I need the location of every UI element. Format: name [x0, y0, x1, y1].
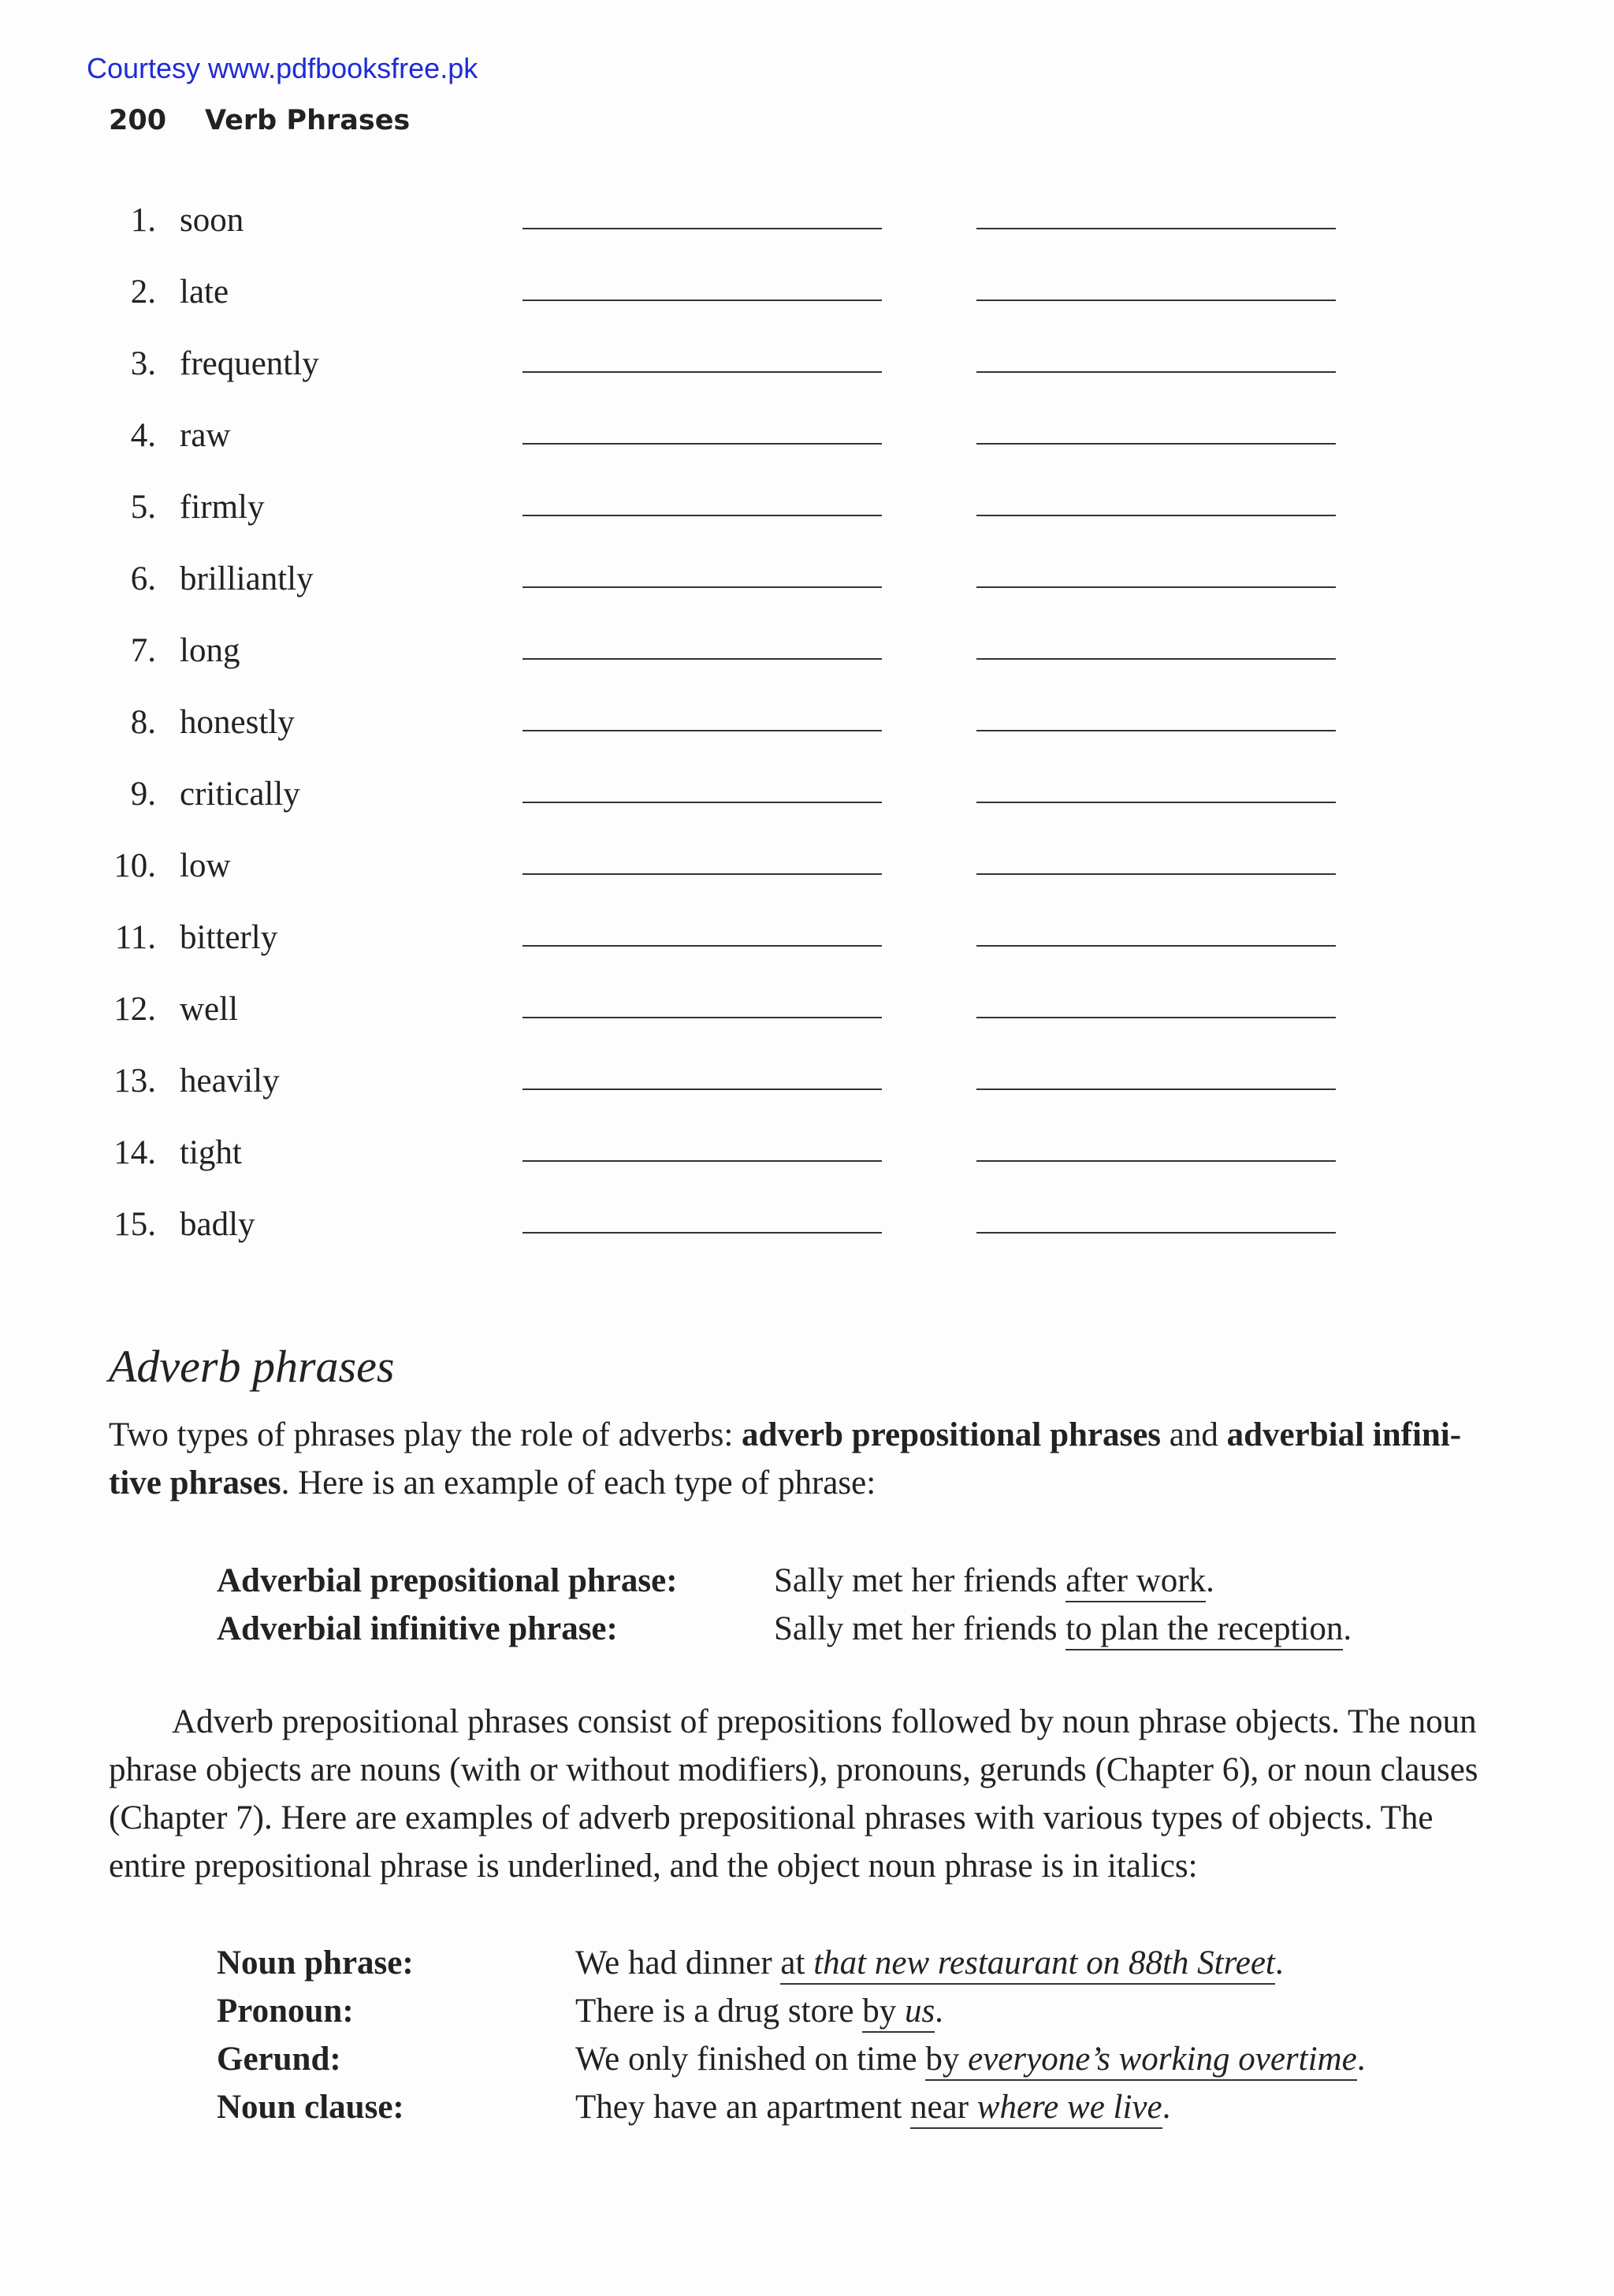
example-label: Pronoun: — [217, 1993, 354, 2030]
answer-blank[interactable] — [523, 1160, 882, 1162]
answer-blank[interactable] — [523, 873, 882, 875]
exercise-number: 6. — [130, 560, 156, 597]
object-noun-phrase: everyone’s working overtime — [968, 2041, 1357, 2078]
chapter-title: Verb Phrases — [205, 105, 411, 136]
exercise-row — [0, 410, 1614, 482]
exercise-word: well — [180, 991, 239, 1028]
exercise-row — [0, 768, 1614, 840]
answer-blank[interactable] — [976, 1232, 1336, 1234]
exercise-word: frequently — [180, 345, 319, 382]
courtesy-link[interactable]: Courtesy www.pdfbooksfree.pk — [87, 52, 478, 84]
running-header — [109, 105, 410, 136]
sentence-end: . — [1356, 2041, 1366, 2078]
sentence-end: . — [1274, 1944, 1284, 1982]
exercise-row — [0, 1055, 1614, 1127]
intro-text-1: Two types of phrases play the role of adverbs: — [109, 1416, 742, 1453]
preposition: near — [910, 2089, 977, 2126]
exercise-number: 9. — [130, 776, 156, 813]
intro-text-2: and — [1161, 1416, 1227, 1453]
underlined-phrase: to plan the reception — [1065, 1610, 1343, 1650]
sentence-text: We had dinner — [575, 1944, 781, 1982]
sentence-text: Sally met her friends — [774, 1562, 1066, 1599]
sentence-end: . — [1206, 1562, 1214, 1599]
exercise-number: 14. — [113, 1134, 156, 1171]
answer-blank[interactable] — [523, 300, 882, 301]
example-sentence — [774, 1605, 1352, 1653]
exercise-number: 11. — [114, 919, 156, 956]
answer-blank[interactable] — [976, 443, 1336, 445]
exercise-number: 3. — [130, 345, 156, 382]
exercise-number: 4. — [130, 417, 156, 454]
answer-blank[interactable] — [976, 873, 1336, 875]
answer-blank[interactable] — [976, 802, 1336, 803]
exercise-word: brilliantly — [180, 560, 314, 597]
example-sentence — [575, 1987, 943, 2035]
answer-blank[interactable] — [523, 1017, 882, 1018]
sentence-text: They have an apartment — [575, 2089, 911, 2126]
answer-blank[interactable] — [976, 371, 1336, 373]
answer-blank[interactable] — [523, 371, 882, 373]
exercise-number: 10. — [113, 847, 156, 884]
object-noun-phrase: where we live — [976, 2089, 1162, 2126]
term-adverb-prepositional: adverb prepositional phrases — [742, 1416, 1162, 1453]
prepositional-phrase — [862, 1993, 935, 2033]
answer-blank[interactable] — [523, 730, 882, 731]
exercise-word: firmly — [180, 489, 265, 526]
exercise-number: 7. — [130, 632, 156, 669]
prepositional-phrase — [780, 1944, 1274, 1985]
exercise-row — [0, 625, 1614, 697]
underlined-phrase: after work — [1065, 1562, 1206, 1602]
exercise-number: 12. — [113, 991, 156, 1028]
sentence-text: We only finished on time — [575, 2041, 926, 2078]
term-adverbial-infinitive: adverbial infini-tive phrases — [109, 1416, 1462, 1502]
page-number: 200 — [109, 105, 167, 136]
example-label: Noun phrase: — [217, 1944, 414, 1982]
exercise-number: 5. — [130, 489, 156, 526]
answer-blank[interactable] — [976, 1088, 1336, 1090]
exercise-number: 2. — [130, 274, 156, 311]
example-label: Adverbial prepositional phrase: — [217, 1562, 678, 1599]
exercise-row — [0, 195, 1614, 266]
object-noun-phrase: that new restaurant on 88th Street — [813, 1944, 1275, 1982]
object-noun-phrase: us — [904, 1993, 935, 2030]
example-label: Noun clause: — [217, 2089, 404, 2126]
exercise-number: 1. — [130, 202, 156, 239]
answer-blank[interactable] — [976, 730, 1336, 731]
exercise-word: raw — [180, 417, 231, 454]
exercise-word: low — [180, 847, 231, 884]
exercise-row — [0, 840, 1614, 912]
exercise-row — [0, 697, 1614, 768]
answer-blank[interactable] — [523, 945, 882, 947]
exercise-word: badly — [180, 1206, 255, 1243]
answer-blank[interactable] — [523, 586, 882, 588]
example-label: Gerund: — [217, 2041, 341, 2078]
sentence-text: There is a drug store — [575, 1993, 863, 2030]
exercise-word: long — [180, 632, 240, 669]
exercise-word: bitterly — [180, 919, 278, 956]
answer-blank[interactable] — [523, 443, 882, 445]
preposition: by — [862, 1993, 905, 2030]
preposition: by — [925, 2041, 969, 2078]
answer-blank[interactable] — [976, 1017, 1336, 1018]
answer-blank[interactable] — [976, 300, 1336, 301]
sentence-text: Sally met her friends — [774, 1610, 1066, 1647]
sentence-end: . — [1162, 2089, 1171, 2126]
prepositional-phrase — [925, 2041, 1356, 2081]
exercise-number: 8. — [130, 704, 156, 741]
prepositional-phrase — [910, 2089, 1162, 2129]
exercise-word: critically — [180, 776, 300, 813]
exercise-row — [0, 912, 1614, 984]
exercise-row — [0, 1199, 1614, 1271]
answer-blank[interactable] — [976, 586, 1336, 588]
section-title: Adverb phrases — [109, 1341, 395, 1392]
exercise-word: tight — [180, 1134, 242, 1171]
exercise-row — [0, 553, 1614, 625]
exercise-word: soon — [180, 202, 244, 239]
answer-blank[interactable] — [976, 1160, 1336, 1162]
preposition: at — [780, 1944, 814, 1982]
answer-blank[interactable] — [523, 802, 882, 803]
exercise-word: heavily — [180, 1062, 280, 1100]
sentence-end: . — [935, 1993, 943, 2030]
intro-paragraph — [109, 1411, 1512, 1507]
example-sentence — [774, 1557, 1214, 1605]
intro-text-3: . Here is an example of each type of phrase: — [281, 1464, 876, 1502]
answer-blank[interactable] — [523, 1088, 882, 1090]
answer-blank[interactable] — [523, 228, 882, 229]
example-sentence — [575, 2035, 1365, 2083]
explanation-paragraph: Adverb prepositional phrases consist of prepositions followed by noun phrase objects. The noun phrase objects are nouns (with or without modifiers), pronouns, gerunds (Chapter 6), or noun clauses (Chapter 7). Here are examples of adverb prepositional phrases with various types of objects. The entire prepositional phrase is underlined, and the object noun phrase is in italics: — [109, 1703, 1478, 1885]
exercise-word: honestly — [180, 704, 295, 741]
exercise-row — [0, 338, 1614, 410]
example-label: Adverbial infinitive phrase: — [217, 1610, 618, 1647]
exercise-word: late — [180, 274, 229, 311]
example-sentence — [575, 2083, 1170, 2131]
answer-blank[interactable] — [976, 658, 1336, 660]
exercise-row — [0, 984, 1614, 1055]
answer-blank[interactable] — [523, 515, 882, 516]
example-sentence — [575, 1939, 1284, 1987]
answer-blank[interactable] — [523, 1232, 882, 1234]
exercise-row — [0, 266, 1614, 338]
sentence-end: . — [1343, 1610, 1352, 1647]
exercise-number: 13. — [113, 1062, 156, 1100]
answer-blank[interactable] — [523, 658, 882, 660]
answer-blank[interactable] — [976, 515, 1336, 516]
exercise-number: 15. — [113, 1206, 156, 1243]
answer-blank[interactable] — [976, 228, 1336, 229]
exercise-list — [0, 195, 1614, 1271]
exercise-row — [0, 1127, 1614, 1199]
answer-blank[interactable] — [976, 945, 1336, 947]
exercise-row — [0, 482, 1614, 553]
